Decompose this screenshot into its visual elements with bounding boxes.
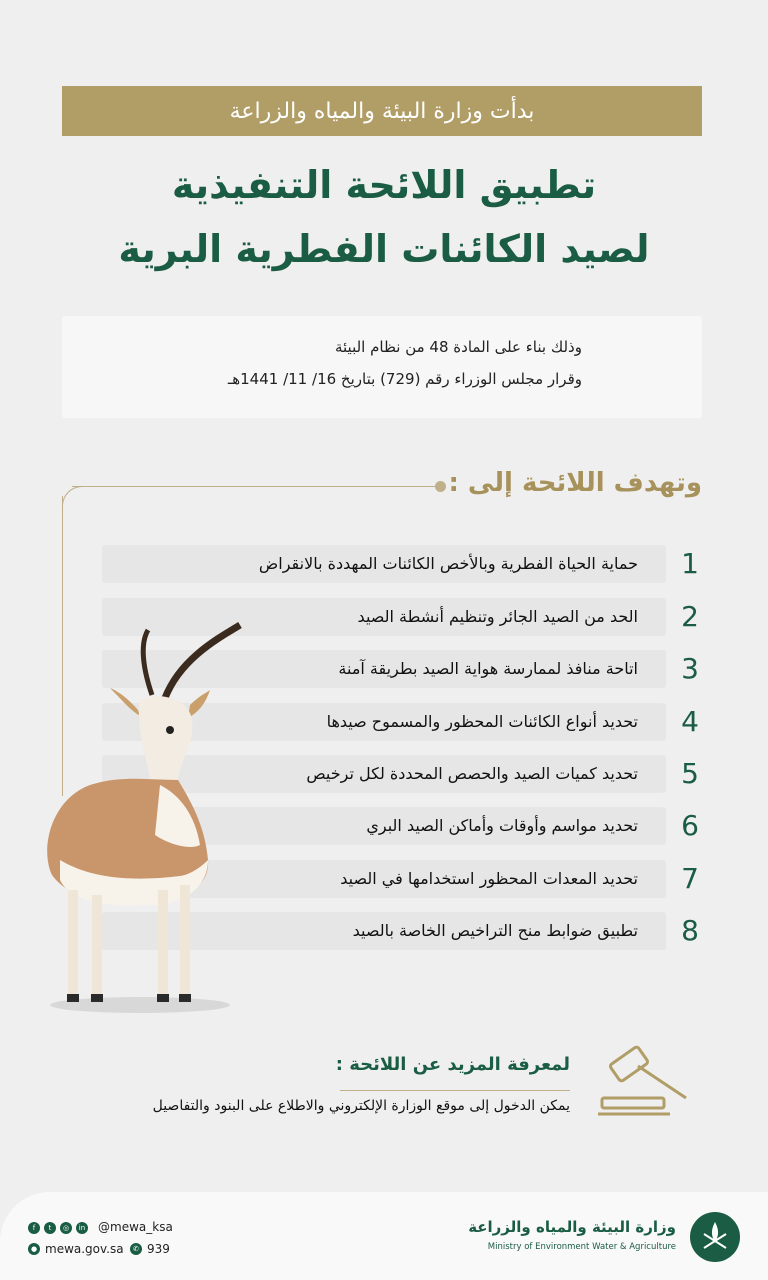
ministry-name-arabic: وزارة البيئة والمياه والزراعة xyxy=(468,1218,676,1236)
ministry-logo-icon xyxy=(690,1212,740,1262)
phone-icon: ✆ xyxy=(130,1243,142,1255)
ministry-name-english: Ministry of Environment Water & Agriculture xyxy=(487,1242,676,1252)
decor-dot xyxy=(435,481,446,492)
goal-text: تحديد المعدات المحظور استخدامها في الصيد xyxy=(340,869,638,888)
goal-number-8: 8 xyxy=(681,914,699,947)
goal-text: تحديد مواسم وأوقات وأماكن الصيد البري xyxy=(366,816,638,835)
page-title-line1: تطبيق اللائحة التنفيذية xyxy=(171,163,597,207)
banner-text: بدأت وزارة البيئة والمياه والزراعة xyxy=(229,98,535,124)
decor-corner xyxy=(62,486,83,507)
gavel-icon xyxy=(598,1036,694,1120)
goal-number-6: 6 xyxy=(681,809,699,842)
goal-text: تحديد كميات الصيد والحصص المحددة لكل ترخيص xyxy=(306,764,638,783)
twitter-icon[interactable]: t xyxy=(44,1222,56,1234)
more-info-title: لمعرفة المزيد عن اللائحة : xyxy=(335,1054,570,1075)
gazelle-image xyxy=(30,620,260,1020)
more-info-text: يمكن الدخول إلى موقع الوزارة الإلكتروني والاطلاع على البنود والتفاصيل xyxy=(152,1098,570,1114)
facebook-icon[interactable]: f xyxy=(28,1222,40,1234)
goal-number-1: 1 xyxy=(681,547,699,580)
linkedin-icon[interactable]: in xyxy=(76,1222,88,1234)
goal-text: تطبيق ضوابط منح التراخيص الخاصة بالصيد xyxy=(352,921,638,940)
goal-text: تحديد أنواع الكائنات المحظور والمسموح صيدها xyxy=(326,712,638,731)
phone-number[interactable] xyxy=(130,1242,170,1256)
social-handle[interactable]: @mewa_ksa xyxy=(98,1220,173,1234)
more-info-divider xyxy=(340,1090,570,1091)
globe-icon: ● xyxy=(28,1243,40,1255)
goals-heading: وتهدف اللائحة إلى : xyxy=(448,468,702,498)
goal-text: الحد من الصيد الجائر وتنظيم أنشطة الصيد xyxy=(357,607,638,626)
goal-number-5: 5 xyxy=(681,757,699,790)
website-link[interactable] xyxy=(28,1242,124,1256)
top-banner xyxy=(62,86,702,136)
goal-number-4: 4 xyxy=(681,705,699,738)
instagram-icon[interactable]: ◎ xyxy=(60,1222,72,1234)
page-title-line2: لصيد الكائنات الفطرية البرية xyxy=(118,227,650,271)
info-line1: وذلك بناء على المادة 48 من نظام البيئة xyxy=(334,338,582,356)
info-line2: وقرار مجلس الوزراء رقم (729) بتاريخ 16/ 11/ 1441هـ xyxy=(227,370,582,388)
decor-line xyxy=(72,486,442,487)
goal-item-1 xyxy=(102,545,666,583)
goal-text: حماية الحياة الفطرية وبالأخص الكائنات المهددة بالانقراض xyxy=(258,554,638,573)
phone-text: 939 xyxy=(147,1242,170,1256)
info-box xyxy=(62,316,702,418)
social-icons xyxy=(28,1222,88,1234)
website-text: mewa.gov.sa xyxy=(45,1242,124,1256)
goal-number-3: 3 xyxy=(681,652,699,685)
footer xyxy=(0,1192,768,1280)
goal-number-2: 2 xyxy=(681,600,699,633)
goal-number-7: 7 xyxy=(681,862,699,895)
goal-text: اتاحة منافذ لممارسة هواية الصيد بطريقة آمنة xyxy=(338,659,638,678)
